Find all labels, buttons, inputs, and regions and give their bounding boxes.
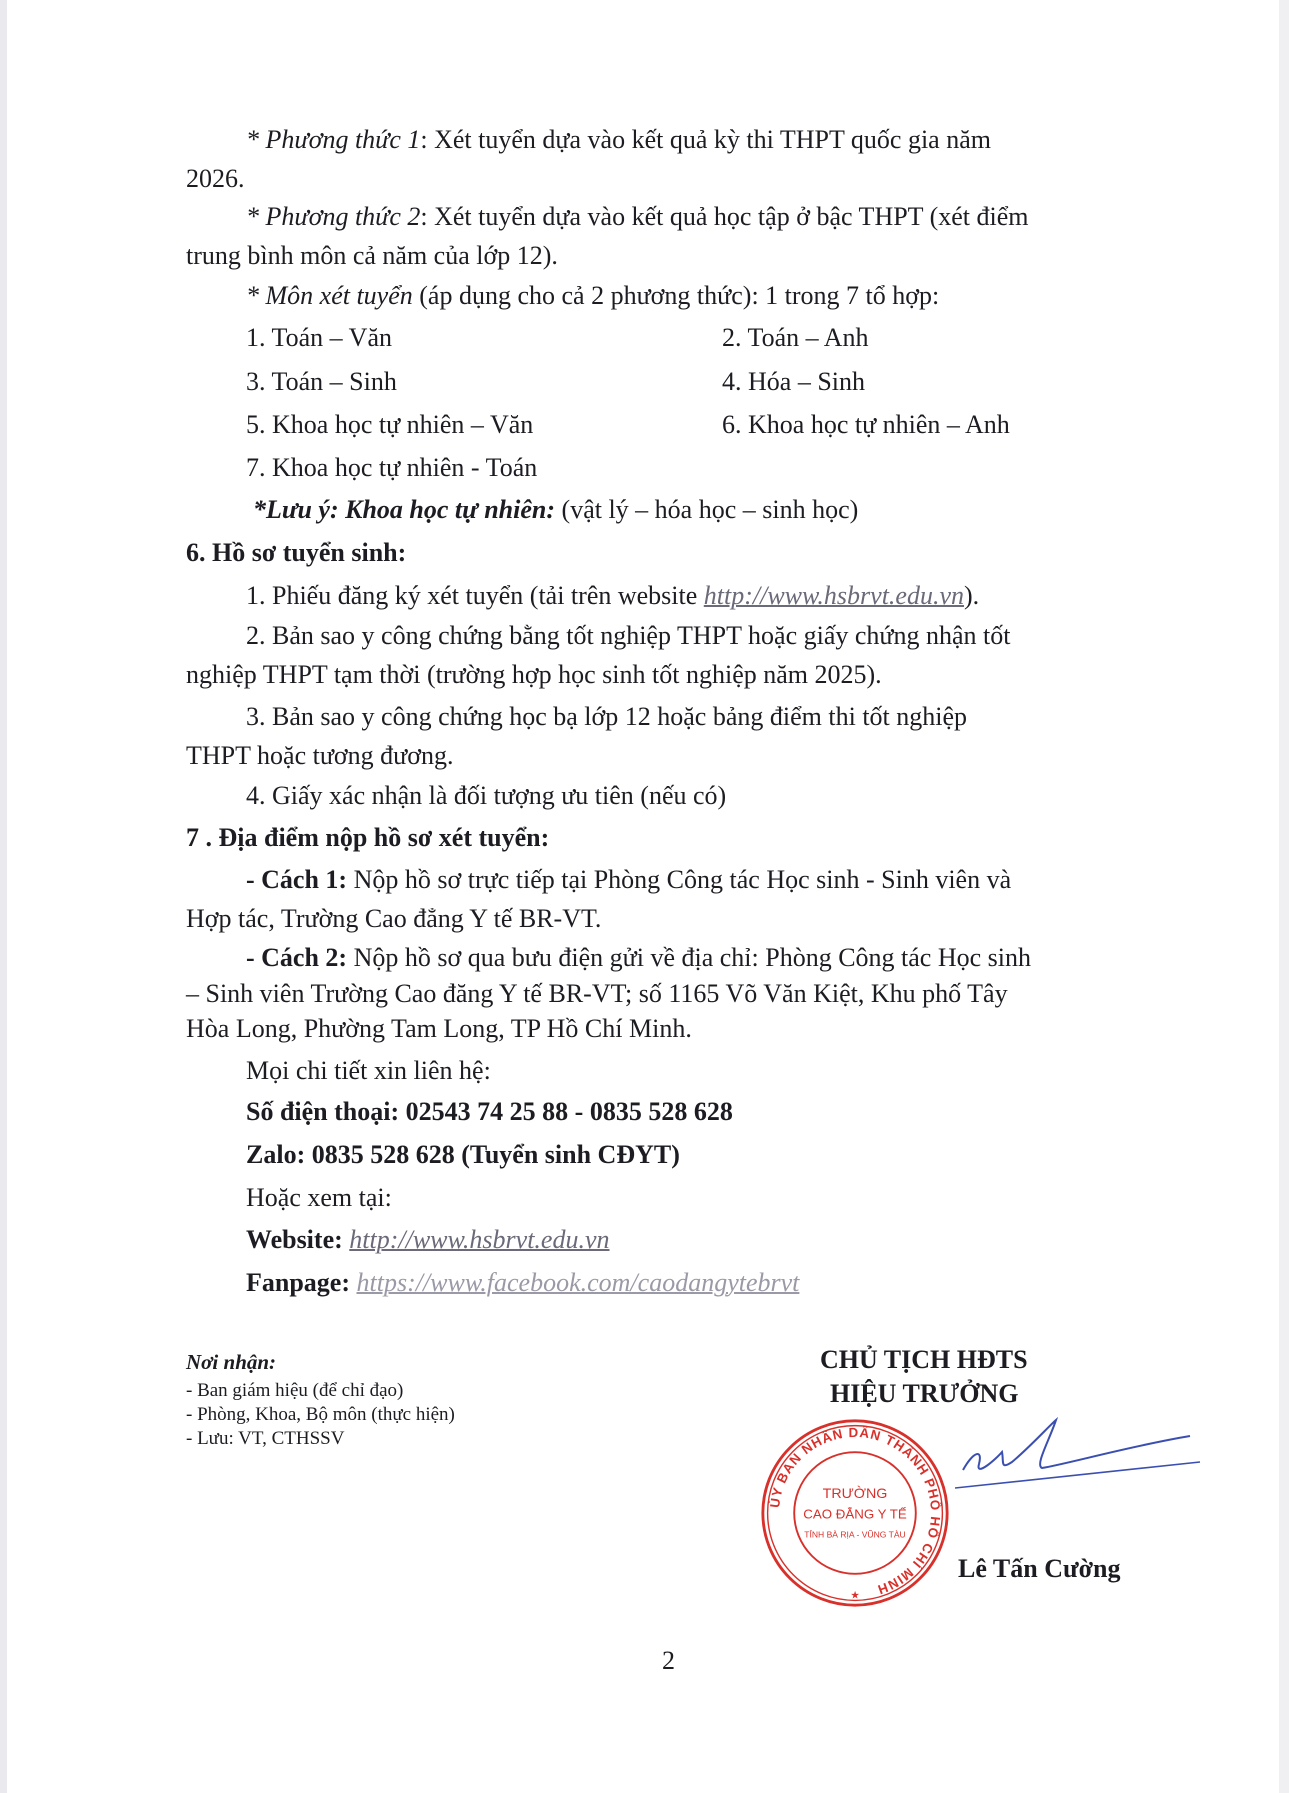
section-7-heading: 7 . Địa điểm nộp hồ sơ xét tuyển: (186, 823, 550, 852)
recipients-title: Nơi nhận: (186, 1350, 277, 1374)
stamp-line-2: CAO ĐẲNG Y TẾ (803, 1506, 907, 1522)
doc-item-1-text: 1. Phiếu đăng ký xét tuyển (tải trên website (246, 581, 704, 610)
method-1-line (246, 124, 991, 156)
subjects-text: (áp dụng cho cả 2 phương thức): 1 trong 7 tổ hợp: (412, 281, 940, 310)
contact-fanpage (246, 1267, 799, 1299)
way-1-label: - Cách 1: (246, 865, 348, 894)
doc-item-3-text: 3. Bản sao y công chứng học bạ lớp 12 hoặc bảng điểm thi tốt nghiệp (246, 702, 968, 731)
method-2-line (246, 201, 1029, 233)
recipient-item: - Ban giám hiệu (để chỉ đạo) (186, 1380, 404, 1401)
way-2-label: - Cách 2: (246, 943, 348, 972)
method-1-continuation: 2026. (186, 164, 245, 193)
note-text: (vật lý – hóa học – sinh học) (555, 495, 859, 524)
combo-item: 5. Khoa học tự nhiên – Văn (246, 410, 534, 439)
stamp-line-3: TỈNH BÀ RỊA - VŨNG TÀU (804, 1529, 906, 1540)
doc-item-2-line-1 (246, 620, 1011, 652)
method-2-label: * Phương thức 2 (246, 202, 421, 231)
website-label: Website: (246, 1225, 350, 1254)
contact-phone (246, 1096, 733, 1128)
contact-see-at: Hoặc xem tại: (246, 1183, 392, 1212)
combo-item: 4. Hóa – Sinh (722, 367, 865, 396)
recipient-item: - Lưu: VT, CTHSSV (186, 1428, 345, 1449)
handwritten-signature (955, 1410, 1205, 1510)
subjects-line (246, 280, 939, 312)
signer-title-1: CHỦ TỊCH HĐTS (820, 1345, 1028, 1374)
way-2-text: Nộp hồ sơ qua bưu điện gửi về địa chỉ: Phòng Công tác Học sinh (347, 943, 1032, 972)
phone-label: Số điện thoại (246, 1097, 391, 1126)
section-6-heading: 6. Hồ sơ tuyển sinh: (186, 538, 407, 567)
method-1-text: : Xét tuyển dựa vào kết quả kỳ thi THPT quốc gia năm (420, 125, 991, 154)
doc-item-3-line-1 (246, 701, 967, 733)
combo-item: 1. Toán – Văn (246, 323, 392, 352)
stamp-line-1: TRƯỜNG (822, 1485, 888, 1502)
fanpage-link[interactable]: https://www.facebook.com/caodangytebrvt (356, 1268, 800, 1297)
note-line (253, 494, 858, 526)
combo-item: 3. Toán – Sinh (246, 367, 397, 396)
website-link[interactable]: http://www.hsbrvt.edu.vn (349, 1225, 610, 1254)
contact-intro: Mọi chi tiết xin liên hệ: (246, 1056, 491, 1085)
method-1-label: * Phương thức 1 (246, 125, 421, 154)
contact-zalo: Zalo: 0835 528 628 (Tuyển sinh CĐYT) (246, 1140, 680, 1169)
way-1-text: Nộp hồ sơ trực tiếp tại Phòng Công tác Học sinh - Sinh viên và (347, 865, 1012, 894)
signer-name: Lê Tấn Cường (958, 1554, 1121, 1583)
way-2-line-3: Hòa Long, Phường Tam Long, TP Hồ Chí Minh. (186, 1014, 692, 1043)
method-2-continuation: trung bình môn cả năm của lớp 12). (186, 241, 558, 270)
contact-website (246, 1224, 610, 1256)
stamp-outer-text: ỦY BAN NHÂN DÂN THÀNH PHỐ HỒ CHÍ MINH (767, 1424, 944, 1598)
recipient-item: - Phòng, Khoa, Bộ môn (thực hiện) (186, 1404, 455, 1425)
doc-item-3-line-2: THPT hoặc tương đương. (186, 741, 454, 770)
note-label: *Lưu ý: Khoa học tự nhiên: (253, 495, 556, 524)
doc-item-4: 4. Giấy xác nhận là đối tượng ưu tiên (nếu có) (246, 781, 727, 810)
official-stamp (760, 1418, 950, 1608)
phone-value: : 02543 74 25 88 - 0835 528 628 (390, 1097, 733, 1126)
fanpage-label: Fanpage: (246, 1268, 357, 1297)
combo-item: 7. Khoa học tự nhiên - Toán (246, 453, 538, 482)
doc-item-1-end: ). (964, 581, 980, 610)
website-link-inline[interactable]: http://www.hsbrvt.edu.vn (703, 581, 965, 610)
page-number: 2 (662, 1646, 675, 1675)
doc-item-2-line-2: nghiệp THPT tạm thời (trường hợp học sinh tốt nghiệp năm 2025). (186, 660, 882, 689)
subjects-label: * Môn xét tuyển (246, 281, 413, 310)
method-2-text: : Xét tuyển dựa vào kết quả học tập ở bậc THPT (xét điểm (420, 202, 1029, 231)
way-2-line-2: – Sinh viên Trường Cao đăng Y tế BR-VT; số 1165 Võ Văn Kiệt, Khu phố Tây (186, 979, 1008, 1008)
stamp-star-icon: ★ (850, 1590, 860, 1602)
way-2-line-1 (246, 942, 1031, 974)
way-1-line-2: Hợp tác, Trường Cao đẳng Y tế BR-VT. (186, 904, 602, 933)
doc-item-1 (246, 580, 979, 612)
doc-item-2-text: 2. Bản sao y công chứng bằng tốt nghiệp THPT hoặc giấy chứng nhận tốt (246, 621, 1011, 650)
way-1-line-1 (246, 864, 1011, 896)
combo-item: 6. Khoa học tự nhiên – Anh (722, 410, 1010, 439)
signer-title-2: HIỆU TRƯỞNG (830, 1379, 1019, 1408)
combo-item: 2. Toán – Anh (722, 323, 869, 352)
